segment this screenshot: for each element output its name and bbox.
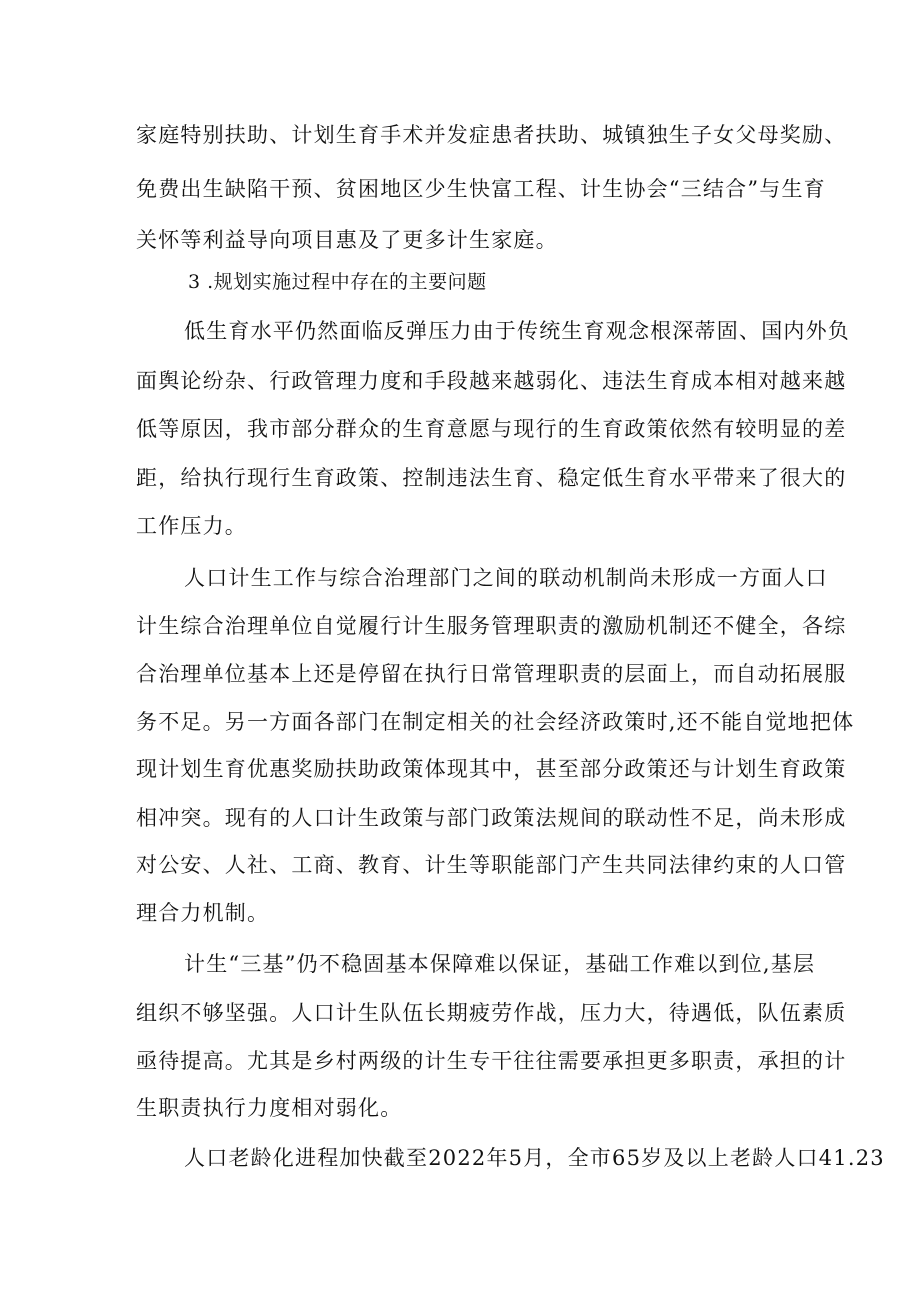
paragraph-2-line-1: 低生育水平仍然面临反弹压力由于传统生育观念根深蒂固、国内外负	[184, 319, 850, 343]
paragraph-3-line-1: 人口计生工作与综合治理部门之间的联动机制尚未形成一方面人口	[184, 566, 828, 590]
paragraph-4-line-1: 计生“三基”仍不稳固基本保障难以保证，基础工作难以到位,基层	[184, 952, 816, 976]
paragraph-3-line-4: 务不足。另一方面各部门在制定相关的社会经济政策时,还不能自觉地把体	[136, 710, 855, 734]
paragraph-3-line-7: 对公安、人社、工商、教育、计生等职能部门产生共同法律约束的人口管	[136, 853, 847, 877]
paragraph-3-line-3: 合治理单位基本上还是停留在执行日常管理职责的层面上，而自动拓展服	[136, 662, 847, 686]
paragraph-3-line-6: 相冲突。现有的人口计生政策与部门政策法规间的联动性不足，尚未形成	[136, 806, 847, 830]
paragraph-2-line-3: 低等原因，我市部分群众的生育意愿与现行的生育政策依然有较明显的差	[136, 417, 847, 441]
paragraph-3-line-5: 现计划生育优惠奖励扶助政策体现其中，甚至部分政策还与计划生育政策	[136, 757, 847, 781]
paragraph-4-line-3: 亟待提高。尤其是乡村两级的计生专干往往需要承担更多职责，承担的计	[136, 1049, 847, 1073]
paragraph-1-line-1: 家庭特别扶助、计划生育手术并发症患者扶助、城镇独生子女父母奖励、	[136, 123, 847, 147]
section-heading: 3 .规划实施过程中存在的主要问题	[188, 271, 487, 293]
paragraph-4-line-4: 生职责执行力度相对弱化。	[136, 1096, 403, 1120]
paragraph-1-line-2: 免费出生缺陷干预、贫困地区少生快富工程、计生协会“三结合”与生育	[136, 177, 826, 201]
paragraph-3-line-8: 理合力机制。	[136, 901, 270, 925]
paragraph-5-line-1: 人口老龄化进程加快截至2022年5月，全市65岁及以上老龄人口41.23	[184, 1146, 885, 1170]
paragraph-2-line-2: 面舆论纷杂、行政管理力度和手段越来越弱化、违法生育成本相对越来越	[136, 369, 847, 393]
paragraph-4-line-2: 组织不够坚强。人口计生队伍长期疲劳作战，压力大，待遇低，队伍素质	[136, 1001, 847, 1025]
paragraph-1-line-3: 关怀等利益导向项目惠及了更多计生家庭。	[136, 228, 558, 252]
paragraph-2-line-5: 工作压力。	[136, 514, 247, 538]
paragraph-3-line-2: 计生综合治理单位自觉履行计生服务管理职责的激励机制还不健全，各综	[136, 614, 847, 638]
paragraph-2-line-4: 距，给执行现行生育政策、控制违法生育、稳定低生育水平带来了很大的	[136, 466, 847, 490]
